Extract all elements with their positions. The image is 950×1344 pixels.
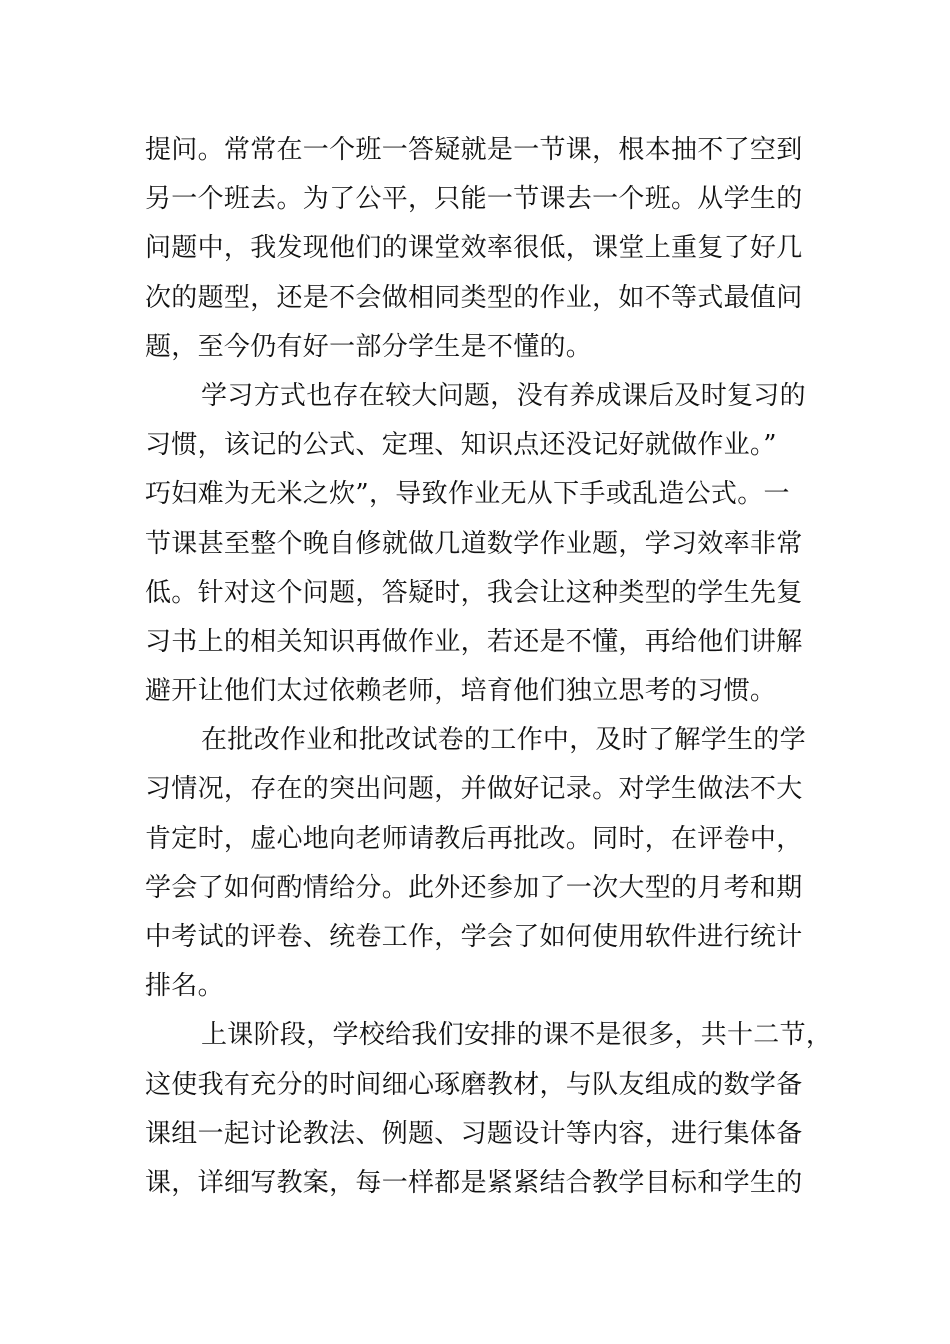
text-line: 节课甚至整个晚自修就做几道数学作业题，学习效率非常 (145, 528, 803, 559)
text-line: 题，至今仍有好一部分学生是不懂的。 (145, 331, 593, 362)
text-line: 学习方式也存在较大问题，没有养成课后及时复习的 (201, 380, 806, 411)
text-line: 排名。 (145, 971, 224, 1002)
text-line: 肯定时，虚心地向老师请教后再批改。同时，在评卷中， (145, 823, 803, 854)
text-line: 低。针对这个问题，答疑时，我会让这种类型的学生先复 (145, 577, 803, 608)
text-line: 习书上的相关知识再做作业，若还是不懂，再给他们讲解 (145, 626, 803, 657)
text-line: 课组一起讨论教法、例题、习题设计等内容，进行集体备 (145, 1118, 803, 1149)
text-line: 课，详细写教案，每一样都是紧紧结合教学目标和学生的 (145, 1167, 803, 1198)
text-line: 巧妇难为无米之炊”，导致作业无从下手或乱造公式。一 (145, 479, 790, 510)
text-line: 学会了如何酌情给分。此外还参加了一次大型的月考和期 (145, 872, 803, 903)
text-line: 习惯，该记的公式、定理、知识点还没记好就做作业。” (145, 430, 777, 461)
text-line: 在批改作业和批改试卷的工作中，及时了解学生的学 (201, 725, 806, 756)
text-line: 问题中，我发现他们的课堂效率很低，课堂上重复了好几 (145, 233, 803, 264)
paragraph-2 (145, 372, 810, 716)
paragraph-3 (145, 716, 810, 1011)
text-line: 中考试的评卷、统卷工作，学会了如何使用软件进行统计 (145, 922, 803, 952)
text-line: 另一个班去。为了公平，只能一节课去一个班。从学生的 (145, 184, 803, 215)
text-line: 习情况，存在的突出问题，并做好记录。对学生做法不大 (145, 774, 803, 805)
body-text (145, 126, 833, 1208)
text-line: 这使我有充分的时间细心琢磨教材，与队友组成的数学备 (145, 1069, 803, 1100)
paragraph-1 (145, 126, 810, 372)
text-line: 上课阶段，学校给我们安排的课不是很多，共十二节， (201, 1020, 833, 1051)
text-line: 提问。常常在一个班一答疑就是一节课，根本抽不了空到 (145, 135, 803, 165)
paragraph-4 (145, 1011, 833, 1208)
text-line: 避开让他们太过依赖老师，培育他们独立思考的习惯。 (145, 676, 777, 707)
text-line: 次的题型，还是不会做相同类型的作业，如不等式最值问 (145, 282, 803, 313)
